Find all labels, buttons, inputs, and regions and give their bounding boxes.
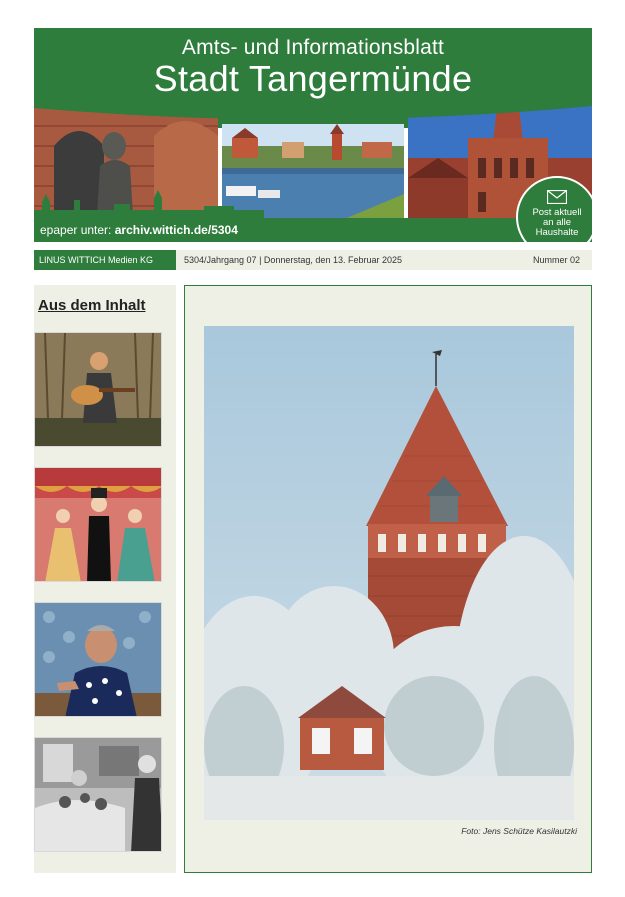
publisher-name: LINUS WITTICH Medien KG: [34, 250, 176, 270]
post-badge-text: Post aktuell an alle Haushalte: [532, 207, 582, 238]
thumbnail-historic-photo[interactable]: [34, 737, 162, 852]
photo-credit: Foto: Jens Schütze Kasilautzki: [461, 826, 577, 836]
epaper-bar: [34, 218, 592, 242]
masthead: [34, 28, 592, 242]
contents-heading: Aus dem Inhalt: [38, 297, 146, 314]
thumbnail-portrait-man[interactable]: [34, 602, 162, 717]
masthead-title: Stadt Tangermünde: [153, 58, 473, 99]
issue-date: 5304/Jahrgang 07 | Donnerstag, den 13. Februar 2025: [184, 255, 402, 265]
cover-photo-frame: [184, 285, 592, 873]
envelope-icon: [547, 190, 567, 204]
skyline-silhouette: [34, 188, 264, 220]
thumbnail-operetta[interactable]: [34, 467, 162, 582]
thumbnail-guitarist[interactable]: [34, 332, 162, 447]
epaper-link[interactable]: epaper unter: archiv.wittich.de/5304: [40, 223, 238, 237]
issue-info-bar: [34, 250, 592, 270]
issue-number: Nummer 02: [532, 255, 580, 265]
contents-sidebar: [34, 285, 176, 873]
masthead-subtitle: Amts- und Informationsblatt: [181, 36, 445, 59]
cover-photo-tower: [204, 326, 574, 820]
